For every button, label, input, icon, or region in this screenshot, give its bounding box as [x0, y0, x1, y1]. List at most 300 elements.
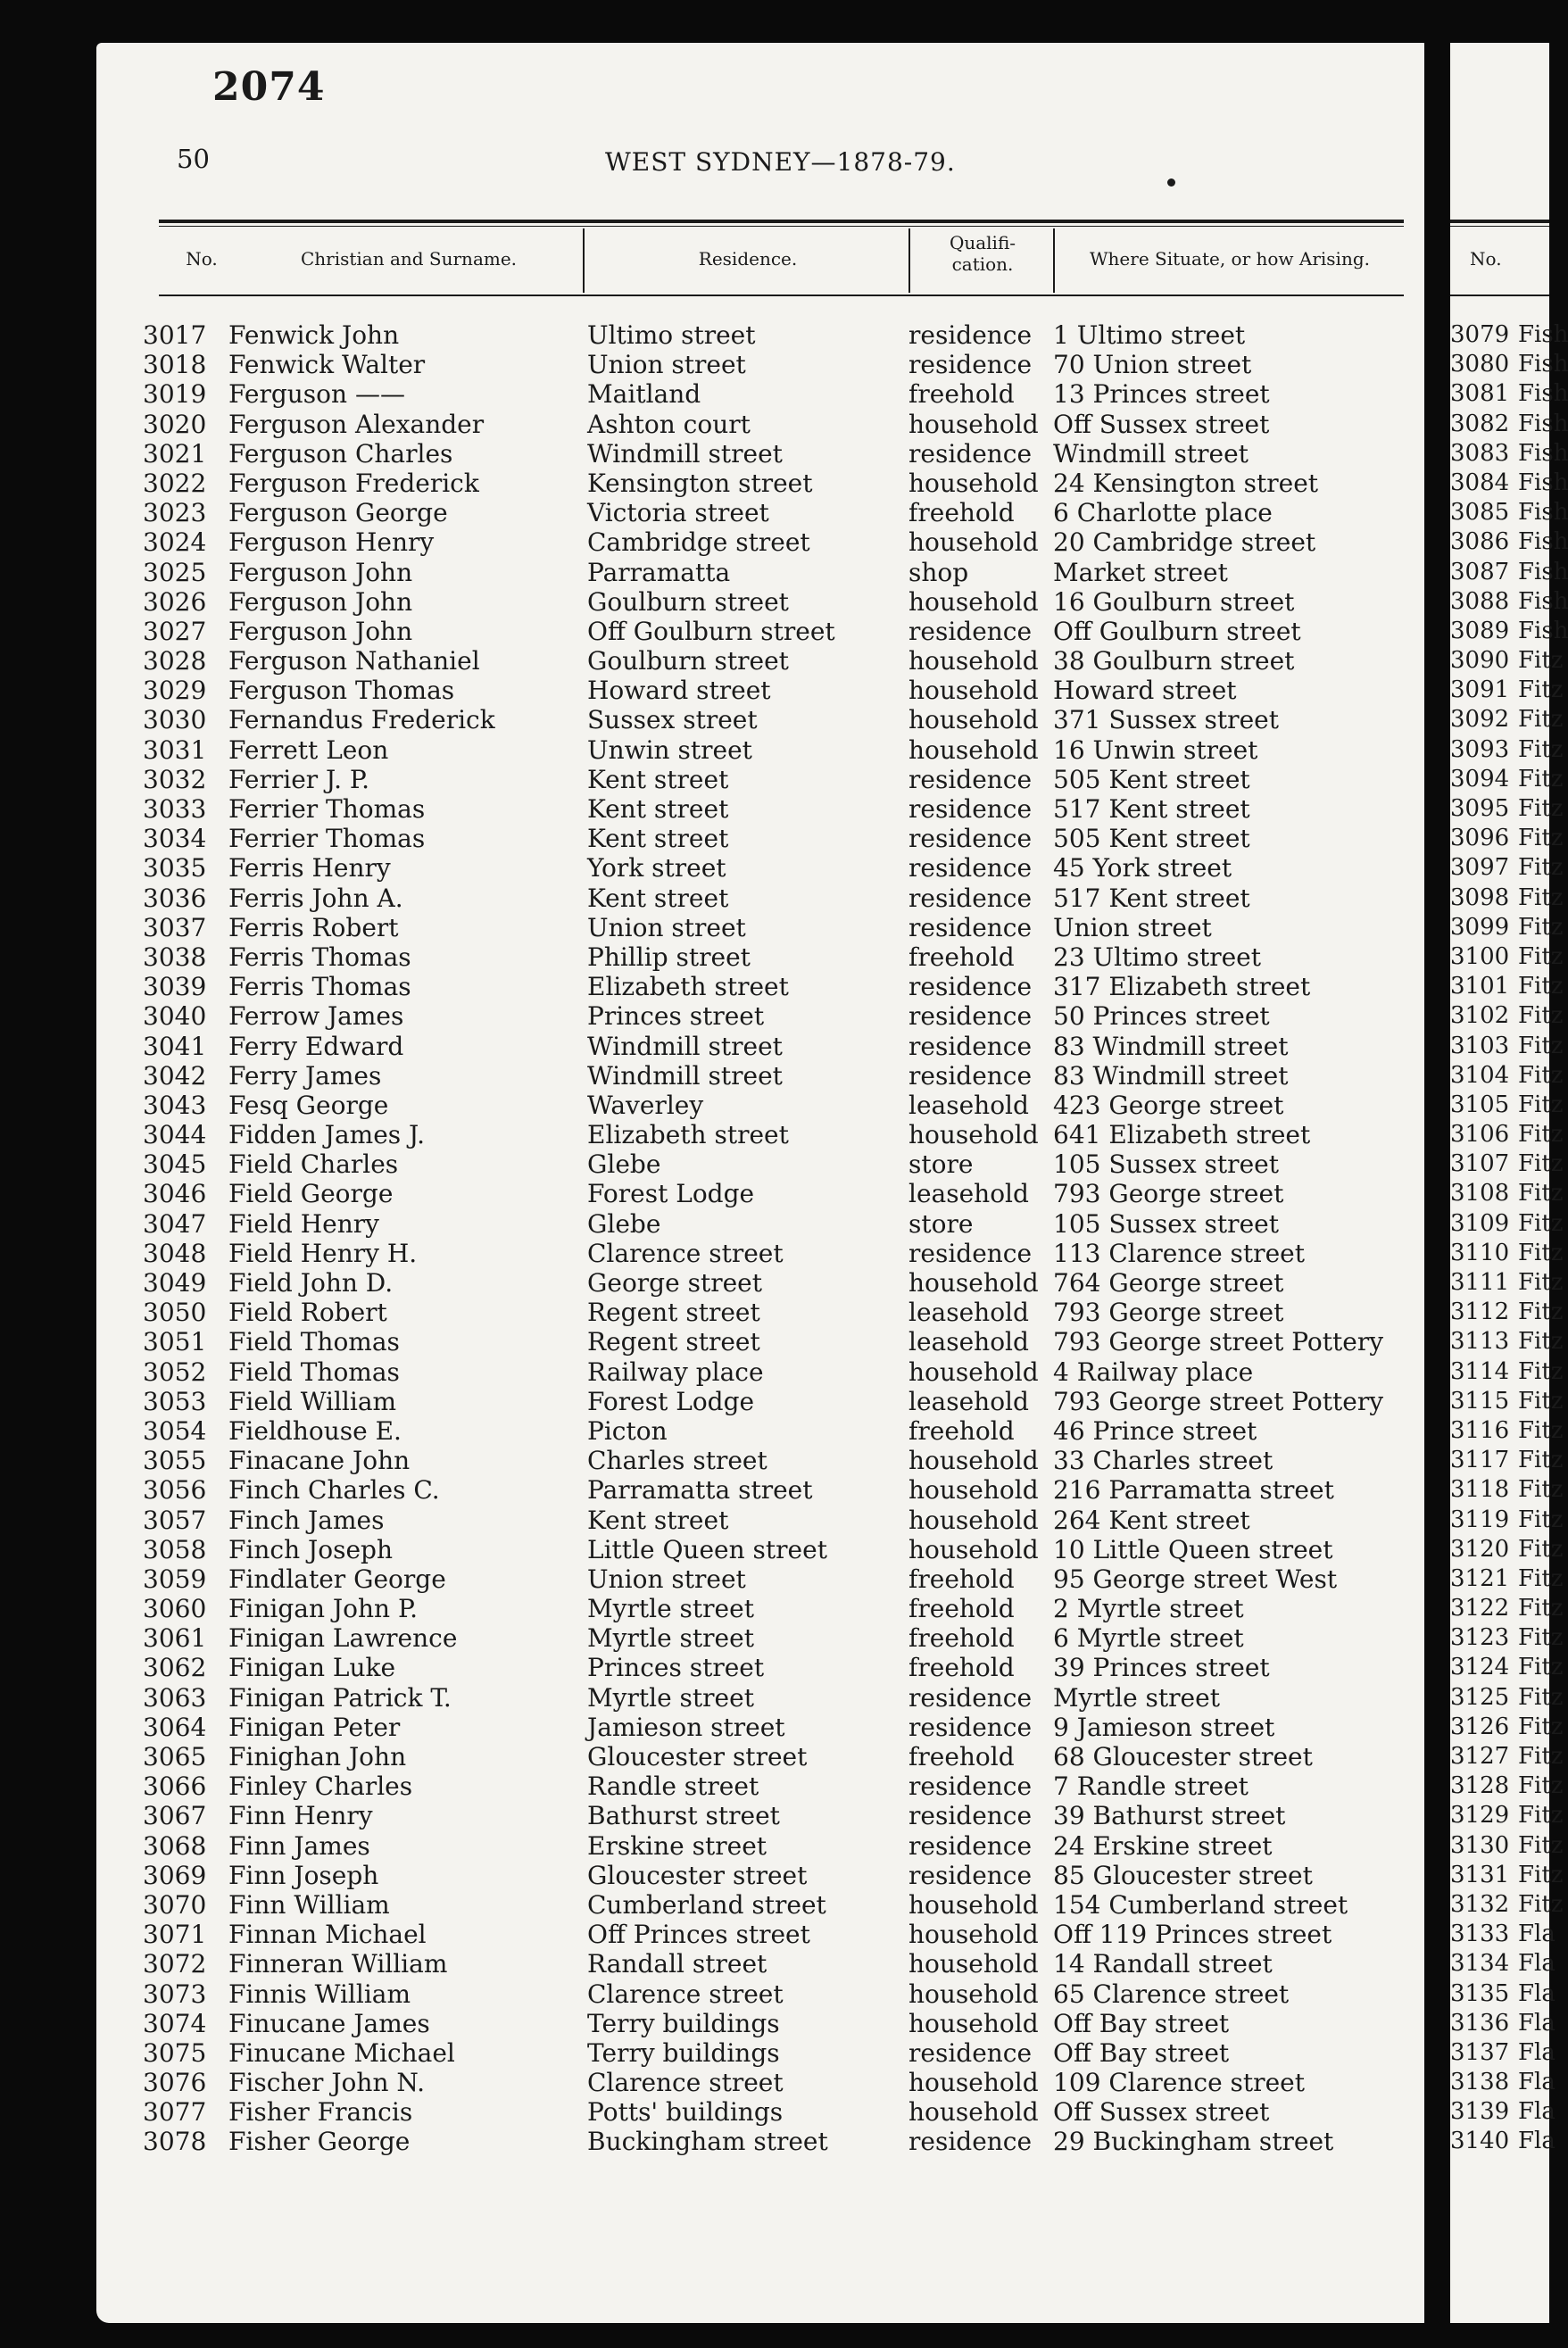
- entry-number: 3026: [143, 586, 207, 617]
- entry-number: 3073: [143, 1979, 207, 2009]
- entry-residence: Parramatta: [587, 557, 731, 587]
- entry-residence: Kent street: [587, 794, 729, 824]
- entry-number: 3034: [143, 824, 207, 854]
- entry-name: Ferguson Charles: [228, 438, 453, 469]
- entry-where-situate: 83 Windmill street: [1053, 1060, 1289, 1091]
- entry-name: Fieldhouse E.: [228, 1415, 402, 1446]
- table-row: [96, 1653, 1424, 1682]
- table-row: [96, 705, 1424, 734]
- entry-qualification: residence: [908, 1771, 1033, 1802]
- adjacent-entry-number: 3127: [1450, 1743, 1510, 1770]
- entry-name: Ferris Thomas: [228, 972, 411, 1002]
- entry-qualification: residence: [908, 350, 1033, 380]
- entry-residence: Howard street: [587, 676, 771, 706]
- entry-qualification: residence: [908, 2037, 1033, 2068]
- entry-qualification: household: [908, 1268, 1039, 1298]
- entry-name: Finneran William: [228, 1949, 448, 1979]
- entry-number: 3045: [143, 1149, 207, 1180]
- entry-qualification: residence: [908, 438, 1033, 469]
- table-row: [96, 1387, 1424, 1416]
- entry-name: Ferguson George: [228, 498, 448, 528]
- entry-number: 3029: [143, 676, 207, 706]
- entry-residence: Potts' buildings: [587, 2097, 784, 2128]
- table-row: [96, 1209, 1424, 1239]
- adjacent-entry-name-fragment: Fish: [1518, 439, 1568, 467]
- entry-residence: York street: [587, 853, 726, 884]
- adjacent-entry-number: 3103: [1450, 1032, 1510, 1059]
- entry-number: 3043: [143, 1090, 207, 1120]
- table-row: [96, 2009, 1424, 2038]
- entry-where-situate: Market street: [1053, 557, 1228, 587]
- entry-where-situate: 423 George street: [1053, 1090, 1284, 1120]
- table-row: [96, 1949, 1424, 1979]
- entry-where-situate: 13 Princes street: [1053, 379, 1270, 410]
- table-row: [96, 1713, 1424, 1742]
- entry-where-situate: 45 York street: [1053, 853, 1232, 884]
- entry-number: 3048: [143, 1238, 207, 1268]
- entry-where-situate: 6 Charlotte place: [1053, 498, 1273, 528]
- entry-where-situate: 793 George street Pottery: [1053, 1386, 1384, 1416]
- entry-name: Field George: [228, 1179, 394, 1209]
- entry-where-situate: 20 Cambridge street: [1053, 527, 1316, 558]
- entry-residence: Railway place: [587, 1357, 764, 1387]
- header-residence: Residence.: [698, 248, 798, 270]
- entry-number: 3060: [143, 1594, 207, 1624]
- entry-residence: Maitland: [587, 379, 701, 410]
- entry-where-situate: 38 Goulburn street: [1053, 646, 1295, 676]
- adjacent-entry-name-fragment: Fitz: [1518, 1890, 1564, 1918]
- entry-where-situate: Windmill street: [1053, 438, 1249, 469]
- entry-residence: Randall street: [587, 1949, 767, 1979]
- adjacent-entry-name-fragment: Fla: [1518, 2038, 1556, 2066]
- entry-qualification: leasehold: [908, 1386, 1029, 1416]
- adjacent-header-no: No.: [1470, 248, 1502, 270]
- entry-name: Fisher Francis: [228, 2097, 413, 2128]
- entry-qualification: household: [908, 1979, 1039, 2009]
- entry-number: 3056: [143, 1475, 207, 1506]
- entry-where-situate: 154 Cumberland street: [1053, 1889, 1348, 1920]
- entry-residence: Forest Lodge: [587, 1386, 755, 1416]
- entry-name: Fischer John N.: [228, 2068, 425, 2098]
- entry-residence: Randle street: [587, 1771, 759, 1802]
- table-row: [96, 1831, 1424, 1861]
- adjacent-entry-number: 3125: [1450, 1683, 1510, 1711]
- entry-name: Finacane John: [228, 1446, 411, 1476]
- adjacent-entry-name-fragment: Fitz: [1518, 1802, 1564, 1829]
- entry-residence: Forest Lodge: [587, 1179, 755, 1209]
- adjacent-entry-name-fragment: Fish: [1518, 499, 1568, 527]
- entry-qualification: household: [908, 2008, 1039, 2038]
- entry-number: 3075: [143, 2037, 207, 2068]
- adjacent-entry-name-fragment: Fitz: [1518, 647, 1564, 675]
- table-row: [96, 350, 1424, 379]
- adjacent-entry-number: 3138: [1450, 2069, 1510, 2096]
- entry-residence: Gloucester street: [587, 1860, 808, 1890]
- page-stamp: 2074: [212, 64, 326, 110]
- entry-name: Field Henry: [228, 1208, 379, 1239]
- adjacent-entry-number: 3094: [1450, 765, 1510, 792]
- table-row: [96, 1623, 1424, 1653]
- entry-where-situate: 68 Gloucester street: [1053, 1742, 1313, 1771]
- entry-where-situate: 517 Kent street: [1053, 794, 1250, 824]
- adjacent-entry-name-fragment: Fitz: [1518, 1357, 1564, 1385]
- adjacent-entry-name-fragment: Fitz: [1518, 1121, 1564, 1149]
- table-row: [96, 587, 1424, 617]
- entry-qualification: residence: [908, 1801, 1033, 1831]
- entry-name: Finn Henry: [228, 1801, 373, 1831]
- adjacent-entry-name-fragment: Fitz: [1518, 1061, 1564, 1089]
- adjacent-rule-top: [1450, 220, 1549, 223]
- entry-where-situate: 764 George street: [1053, 1268, 1284, 1298]
- adjacent-entry-name-fragment: Fitz: [1518, 1535, 1564, 1563]
- entry-qualification: residence: [908, 824, 1033, 854]
- entry-name: Field Thomas: [228, 1357, 400, 1387]
- entry-name: Field Robert: [228, 1298, 387, 1328]
- header-where: Where Situate, or how Arising.: [1089, 248, 1370, 270]
- entry-qualification: residence: [908, 1060, 1033, 1091]
- adjacent-entry-name-fragment: Fitz: [1518, 1595, 1564, 1622]
- entry-number: 3070: [143, 1889, 207, 1920]
- ink-dot: [1167, 178, 1175, 187]
- entry-name: Ferguson John: [228, 616, 413, 646]
- adjacent-entry-number: 3086: [1450, 528, 1510, 556]
- entry-where-situate: 85 Gloucester street: [1053, 1860, 1313, 1890]
- table-row: [96, 1120, 1424, 1149]
- entry-number: 3035: [143, 853, 207, 884]
- adjacent-page-fragment: [1450, 43, 1568, 2323]
- entry-number: 3037: [143, 912, 207, 942]
- entry-number: 3028: [143, 646, 207, 676]
- entry-qualification: household: [908, 705, 1039, 735]
- adjacent-entry-name-fragment: Fish: [1518, 469, 1568, 496]
- entry-number: 3023: [143, 498, 207, 528]
- entry-qualification: freehold: [908, 498, 1015, 528]
- adjacent-entry-number: 3107: [1450, 1150, 1510, 1178]
- entry-name: Finucane Michael: [228, 2037, 455, 2068]
- entry-residence: Union street: [587, 350, 746, 380]
- table-row: [96, 646, 1424, 676]
- entry-name: Fidden James J.: [228, 1120, 425, 1150]
- table-row: [96, 2068, 1424, 2097]
- entry-number: 3050: [143, 1298, 207, 1328]
- entry-residence: Kensington street: [587, 468, 813, 498]
- adjacent-entry-number: 3105: [1450, 1091, 1510, 1118]
- header-qualification: [916, 232, 1049, 275]
- table-row: [96, 1890, 1424, 1920]
- adjacent-entry-name-fragment: Fitz: [1518, 1772, 1564, 1800]
- adjacent-entry-name-fragment: Fish: [1518, 321, 1568, 348]
- entry-residence: Phillip street: [587, 942, 751, 972]
- entry-residence: Ashton court: [587, 409, 751, 439]
- entry-name: Finucane James: [228, 2008, 430, 2038]
- entry-where-situate: 517 Kent street: [1053, 883, 1250, 913]
- entry-name: Ferguson John: [228, 586, 413, 617]
- entry-residence: Terry buildings: [587, 2037, 780, 2068]
- adjacent-entry-number: 3140: [1450, 2128, 1510, 2155]
- entry-qualification: household: [908, 527, 1039, 558]
- adjacent-entry-number: 3102: [1450, 1002, 1510, 1030]
- entry-where-situate: 83 Windmill street: [1053, 1031, 1289, 1061]
- entry-number: 3078: [143, 2127, 207, 2157]
- entry-where-situate: 9 Jamieson street: [1053, 1712, 1275, 1742]
- entry-residence: Kent street: [587, 883, 729, 913]
- entry-qualification: store: [908, 1149, 974, 1180]
- adjacent-entry-number: 3128: [1450, 1772, 1510, 1800]
- adjacent-entry-number: 3119: [1450, 1506, 1510, 1533]
- entry-qualification: freehold: [908, 1653, 1015, 1683]
- entry-residence: Windmill street: [587, 1060, 783, 1091]
- adjacent-entry-name-fragment: Fitz: [1518, 1476, 1564, 1504]
- table-row: [96, 1742, 1424, 1771]
- entry-number: 3019: [143, 379, 207, 410]
- adjacent-entry-number: 3114: [1450, 1357, 1510, 1385]
- entry-where-situate: 29 Buckingham street: [1053, 2127, 1334, 2157]
- entry-qualification: freehold: [908, 379, 1015, 410]
- entry-number: 3041: [143, 1031, 207, 1061]
- entry-residence: Cambridge street: [587, 527, 810, 558]
- table-row: [96, 1416, 1424, 1446]
- entry-qualification: leasehold: [908, 1327, 1029, 1357]
- entry-name: Ferguson Thomas: [228, 676, 455, 706]
- table-row: [96, 1061, 1424, 1091]
- entry-where-situate: 10 Little Queen street: [1053, 1534, 1333, 1564]
- entry-name: Finn William: [228, 1889, 390, 1920]
- entry-number: 3053: [143, 1386, 207, 1416]
- header-rule-top: [159, 220, 1404, 223]
- entry-number: 3074: [143, 2008, 207, 2038]
- entry-residence: Gloucester street: [587, 1742, 808, 1771]
- entry-name: Finigan Lawrence: [228, 1623, 458, 1654]
- entry-residence: Cumberland street: [587, 1889, 826, 1920]
- adjacent-entry-number: 3098: [1450, 884, 1510, 911]
- table-row: [96, 1506, 1424, 1535]
- entry-qualification: residence: [908, 616, 1033, 646]
- entry-where-situate: 50 Princes street: [1053, 1001, 1270, 1032]
- adjacent-entry-name-fragment: Fitz: [1518, 1831, 1564, 1859]
- entry-name: Ferguson Henry: [228, 527, 435, 558]
- entry-number: 3049: [143, 1268, 207, 1298]
- entry-number: 3076: [143, 2068, 207, 2098]
- entry-where-situate: 24 Kensington street: [1053, 468, 1319, 498]
- entry-residence: Parramatta street: [587, 1475, 813, 1506]
- adjacent-entry-name-fragment: Fitz: [1518, 676, 1564, 704]
- entry-qualification: household: [908, 586, 1039, 617]
- entry-qualification: freehold: [908, 942, 1015, 972]
- adjacent-entry-name-fragment: Fla: [1518, 1979, 1556, 2007]
- entry-residence: Picton: [587, 1415, 668, 1446]
- table-row: [96, 824, 1424, 853]
- entry-number: 3058: [143, 1534, 207, 1564]
- entry-residence: Off Goulburn street: [587, 616, 835, 646]
- entry-where-situate: Howard street: [1053, 676, 1237, 706]
- entry-qualification: leasehold: [908, 1298, 1029, 1328]
- page-number: 50: [177, 144, 210, 174]
- entry-qualification: residence: [908, 320, 1033, 350]
- entry-number: 3018: [143, 350, 207, 380]
- table-row: [96, 913, 1424, 942]
- table-row: [96, 1920, 1424, 1949]
- table-row: [96, 1535, 1424, 1564]
- table-row: [96, 439, 1424, 469]
- entry-residence: Sussex street: [587, 705, 758, 735]
- entry-name: Field Thomas: [228, 1327, 400, 1357]
- entry-number: 3077: [143, 2097, 207, 2128]
- entry-qualification: household: [908, 646, 1039, 676]
- table-row: [96, 1979, 1424, 2009]
- adjacent-entry-name-fragment: Fitz: [1518, 1150, 1564, 1178]
- adjacent-entry-number: 3108: [1450, 1180, 1510, 1207]
- entry-name: Ferrier J. P.: [228, 764, 369, 794]
- adjacent-entry-name-fragment: Fitz: [1518, 1239, 1564, 1266]
- adjacent-entry-name-fragment: Fitz: [1518, 1180, 1564, 1207]
- entry-residence: Goulburn street: [587, 646, 789, 676]
- table-row: [96, 794, 1424, 824]
- entry-name: Finn James: [228, 1830, 370, 1861]
- entry-where-situate: 105 Sussex street: [1053, 1208, 1279, 1239]
- entry-residence: Princes street: [587, 1653, 765, 1683]
- header-rule-inner: [159, 226, 1404, 227]
- entry-residence: Bathurst street: [587, 1801, 780, 1831]
- page-title: WEST SYDNEY—1878-79.: [605, 147, 956, 177]
- adjacent-entry-name-fragment: Fitz: [1518, 1032, 1564, 1059]
- entry-where-situate: 793 George street: [1053, 1179, 1284, 1209]
- entry-name: Finch Charles C.: [228, 1475, 440, 1506]
- header-no: No.: [186, 248, 218, 270]
- entry-residence: Union street: [587, 1564, 746, 1594]
- entry-qualification: household: [908, 676, 1039, 706]
- entry-number: 3047: [143, 1208, 207, 1239]
- entry-qualification: residence: [908, 794, 1033, 824]
- entry-residence: Jamieson street: [587, 1712, 785, 1742]
- adjacent-entry-number: 3082: [1450, 410, 1510, 437]
- header-qualification-line1: Qualifi-: [949, 232, 1016, 253]
- entry-residence: Off Princes street: [587, 1920, 810, 1950]
- adjacent-entry-number: 3122: [1450, 1595, 1510, 1622]
- entry-where-situate: 6 Myrtle street: [1053, 1623, 1244, 1654]
- adjacent-entry-name-fragment: Fitz: [1518, 825, 1564, 852]
- entry-name: Ferrett Leon: [228, 734, 389, 765]
- entry-name: Field John D.: [228, 1268, 394, 1298]
- table-row: [96, 1564, 1424, 1594]
- entry-qualification: residence: [908, 1712, 1033, 1742]
- entry-number: 3054: [143, 1415, 207, 1446]
- adjacent-entry-number: 3137: [1450, 2038, 1510, 2066]
- adjacent-rule-inner: [1450, 226, 1549, 227]
- entry-qualification: freehold: [908, 1564, 1015, 1594]
- table-row: [96, 1149, 1424, 1179]
- adjacent-entry-name-fragment: Fitz: [1518, 913, 1564, 941]
- adjacent-entry-number: 3113: [1450, 1328, 1510, 1356]
- table-row: [96, 2127, 1424, 2156]
- entry-residence: Windmill street: [587, 438, 783, 469]
- entry-qualification: freehold: [908, 1415, 1015, 1446]
- adjacent-entry-name-fragment: Fitz: [1518, 735, 1564, 763]
- adjacent-entry-number: 3100: [1450, 942, 1510, 970]
- table-row: [96, 320, 1424, 350]
- entry-name: Ferguson Nathaniel: [228, 646, 480, 676]
- entry-qualification: household: [908, 1534, 1039, 1564]
- adjacent-entry-name-fragment: Fitz: [1518, 1506, 1564, 1533]
- entry-qualification: household: [908, 409, 1039, 439]
- register-page: [96, 43, 1424, 2323]
- entry-residence: Glebe: [587, 1149, 661, 1180]
- adjacent-entry-number: 3116: [1450, 1416, 1510, 1444]
- table-row: [96, 765, 1424, 794]
- adjacent-entry-number: 3123: [1450, 1624, 1510, 1652]
- table-row: [96, 1861, 1424, 1890]
- entry-qualification: household: [908, 1357, 1039, 1387]
- adjacent-entry-name-fragment: Fitz: [1518, 1564, 1564, 1592]
- entry-number: 3042: [143, 1060, 207, 1091]
- entry-number: 3072: [143, 1949, 207, 1979]
- entry-name: Ferguson ——: [228, 379, 405, 410]
- entry-where-situate: 14 Randall street: [1053, 1949, 1273, 1979]
- entry-residence: Myrtle street: [587, 1594, 754, 1624]
- entry-name: Finnis William: [228, 1979, 411, 2009]
- adjacent-entry-name-fragment: Fish: [1518, 587, 1568, 615]
- adjacent-entry-number: 3083: [1450, 439, 1510, 467]
- entry-name: Field Charles: [228, 1149, 399, 1180]
- adjacent-entry-number: 3112: [1450, 1298, 1510, 1326]
- table-row: [96, 1032, 1424, 1061]
- adjacent-entry-name-fragment: Fitz: [1518, 706, 1564, 734]
- entry-number: 3017: [143, 320, 207, 350]
- entry-qualification: residence: [908, 912, 1033, 942]
- table-row: [96, 853, 1424, 883]
- entry-number: 3030: [143, 705, 207, 735]
- entry-qualification: household: [908, 1949, 1039, 1979]
- entry-number: 3025: [143, 557, 207, 587]
- entry-number: 3069: [143, 1860, 207, 1890]
- entry-residence: Elizabeth street: [587, 1120, 789, 1150]
- entry-name: Ferris Henry: [228, 853, 391, 884]
- entry-name: Ferrier Thomas: [228, 824, 426, 854]
- entry-qualification: residence: [908, 1238, 1033, 1268]
- entry-qualification: household: [908, 1120, 1039, 1150]
- column-divider: [908, 228, 910, 293]
- entry-qualification: residence: [908, 1860, 1033, 1890]
- entry-number: 3063: [143, 1682, 207, 1713]
- entry-qualification: household: [908, 1446, 1039, 1476]
- adjacent-entry-name-fragment: Fitz: [1518, 765, 1564, 792]
- adjacent-entry-name-fragment: Fitz: [1518, 1713, 1564, 1740]
- adjacent-entry-number: 3133: [1450, 1921, 1510, 1948]
- table-row: [96, 1771, 1424, 1801]
- table-row: [96, 558, 1424, 587]
- adjacent-entry-number: 3110: [1450, 1239, 1510, 1266]
- entry-where-situate: 105 Sussex street: [1053, 1149, 1279, 1180]
- adjacent-entry-number: 3135: [1450, 1979, 1510, 2007]
- table-row: [96, 1594, 1424, 1623]
- adjacent-entry-number: 3120: [1450, 1535, 1510, 1563]
- entry-qualification: household: [908, 1505, 1039, 1535]
- entry-qualification: residence: [908, 972, 1033, 1002]
- entry-residence: Little Queen street: [587, 1534, 827, 1564]
- table-row: [96, 379, 1424, 409]
- table-row: [96, 527, 1424, 557]
- entry-where-situate: 264 Kent street: [1053, 1505, 1250, 1535]
- entry-where-situate: 113 Clarence street: [1053, 1238, 1305, 1268]
- adjacent-entry-number: 3087: [1450, 558, 1510, 585]
- table-row: [96, 972, 1424, 1001]
- entry-qualification: household: [908, 468, 1039, 498]
- table-row: [96, 1327, 1424, 1357]
- table-row: [96, 676, 1424, 705]
- adjacent-entry-number: 3124: [1450, 1654, 1510, 1681]
- entry-qualification: residence: [908, 1001, 1033, 1032]
- adjacent-entry-name-fragment: Fish: [1518, 410, 1568, 437]
- entry-residence: Kent street: [587, 764, 729, 794]
